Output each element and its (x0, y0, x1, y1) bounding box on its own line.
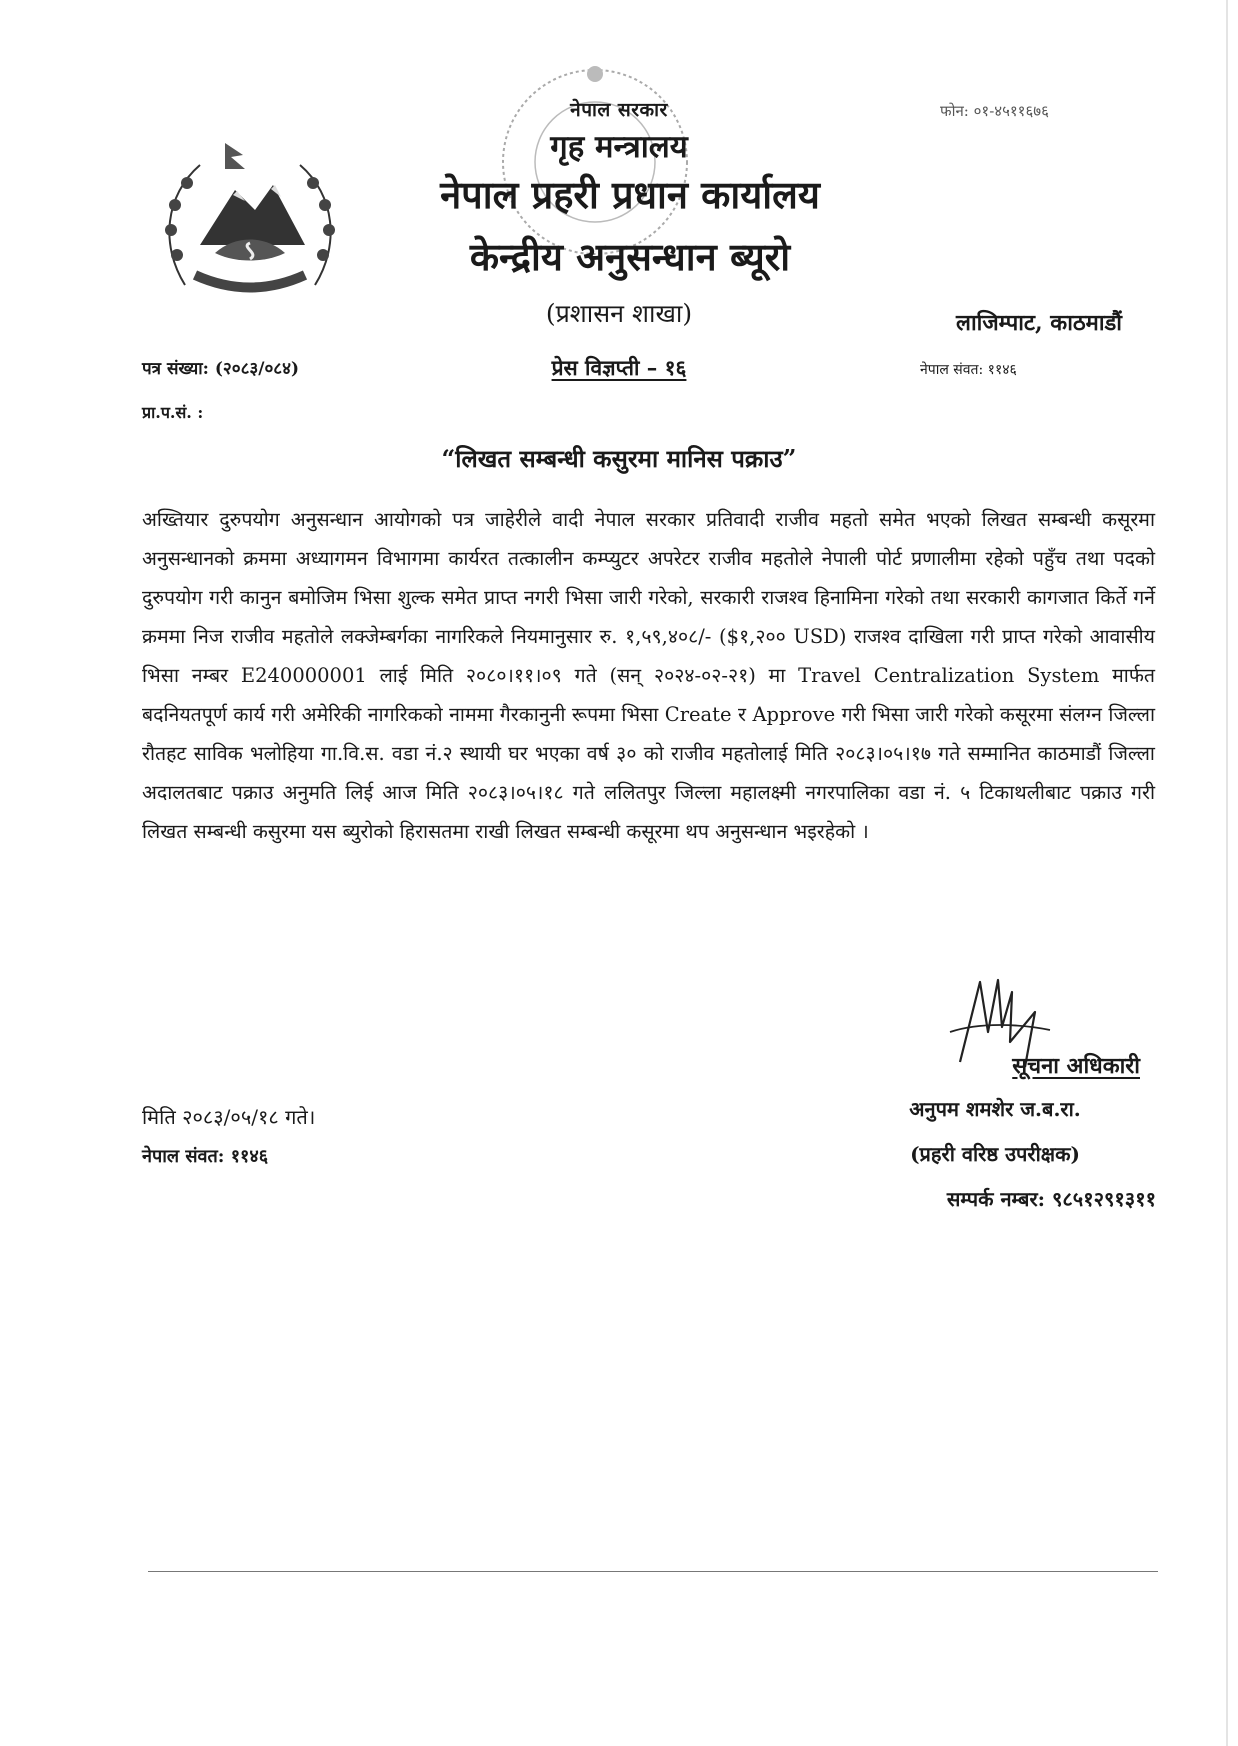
letter-number: पत्र संख्या: (२०८३/०८४) (142, 359, 300, 379)
phone-number: फोन: ०१-४५११६७६ (940, 102, 1049, 120)
issue-date: मिति २०८३/०५/१८ गते। (142, 1105, 316, 1129)
government-name: नेपाल सरकार (570, 99, 668, 121)
signatory-title-text: सूचना अधिकारी (1012, 1053, 1140, 1079)
bureau-name: केन्द्रीय अनुसन्धान ब्यूरो (469, 234, 791, 279)
signatory-name: अनुपम शमशेर ज.ब.रा. (909, 1097, 1081, 1121)
footer-divider (148, 1571, 1158, 1572)
press-release-label: प्रेस विज्ञप्ती – १६ (551, 355, 687, 380)
footer-nepal-sambat: नेपाल संवत: ११४६ (142, 1146, 269, 1167)
press-release-body: अख्तियार दुरुपयोग अनुसन्धान आयोगको पत्र जाहेरीले वादी नेपाल सरकार प्रतिवादी राजीव महतो समेत भएको लिखत सम्बन्धी कसूरमा अनुसन्धानको क्रममा अध्यागमन विभागमा कार्यरत तत्कालीन कम्प्युटर अपरेटर राजीव महतोले नेपाली पोर्ट प्रणालीमा रहेको पहुँच तथा पदको दुरुपयोग गरी कानुन बमोजिम भिसा शुल्क समेत प्राप्त नगरी भिसा जारी गरेको, सरकारी राजश्व हिनामिना गरेको तथा सरकारी कागजात किर्ते गर्ने क्रममा निज राजीव महतोले लक्जेम्बर्गका नागरिकले नियमानुसार रु. १,५९,४०८/- ($१,२०० USD) राजश्व दाखिला गरी प्राप्त गरेको आवासीय भिसा नम्बर E240000001 लाई मिति २०८०।११।०९ गते (सन् २०२४-०२-२१) मा Travel Centralization System मार्फत बदनियतपूर्ण कार्य गरी अमेरिकी नागरिकको नाममा गैरकानुनी रूपमा भिसा Create र Approve गरी भिसा जारी गरेको कसूरमा संलग्न जिल्ला रौतहट साविक भलोहिया गा.वि.स. वडा नं.२ स्थायी घर भएका वर्ष ३० को राजीव महतोलाई मिति २०८३।०५।१७ गते सम्मानित काठमाडौं जिल्ला अदालतबाट पक्राउ अनुमति लिई आज मिति २०८३।०५।१८ गते ललितपुर जिल्ला महालक्ष्मी नगरपालिका वडा नं. ५ टिकाथलीबाट पक्राउ गरी लिखत सम्बन्धी कसुरमा यस ब्युरोको हिरासतमा राखी लिखत सम्बन्धी कसूरमा थप अनुसन्धान भइरहेको । (142, 508, 1155, 843)
office-name: नेपाल प्रहरी प्रधान कार्यालय (440, 172, 820, 217)
press-release-title: “लिखत सम्बन्धी कसुरमा मानिस पक्राउ” (441, 444, 797, 473)
signatory-title (850, 1050, 1140, 1080)
header-nepal-sambat: नेपाल संवत: ११४६ (920, 362, 1017, 378)
office-address: लाजिम्पाट, काठमाडौं (956, 310, 1122, 336)
branch-name: (प्रशासन शाखा) (545, 299, 693, 328)
press-release-number (0, 354, 1238, 382)
ministry-name: गृह मन्त्रालय (550, 129, 688, 165)
signatory-rank: (प्रहरी वरिष्ठ उपरीक्षक) (910, 1142, 1080, 1166)
signatory-contact: सम्पर्क नम्बर: ९८५१२९१३११ (946, 1187, 1156, 1211)
reference-number: प्रा.प.सं. : (142, 403, 204, 422)
page-edge (1226, 0, 1228, 1746)
